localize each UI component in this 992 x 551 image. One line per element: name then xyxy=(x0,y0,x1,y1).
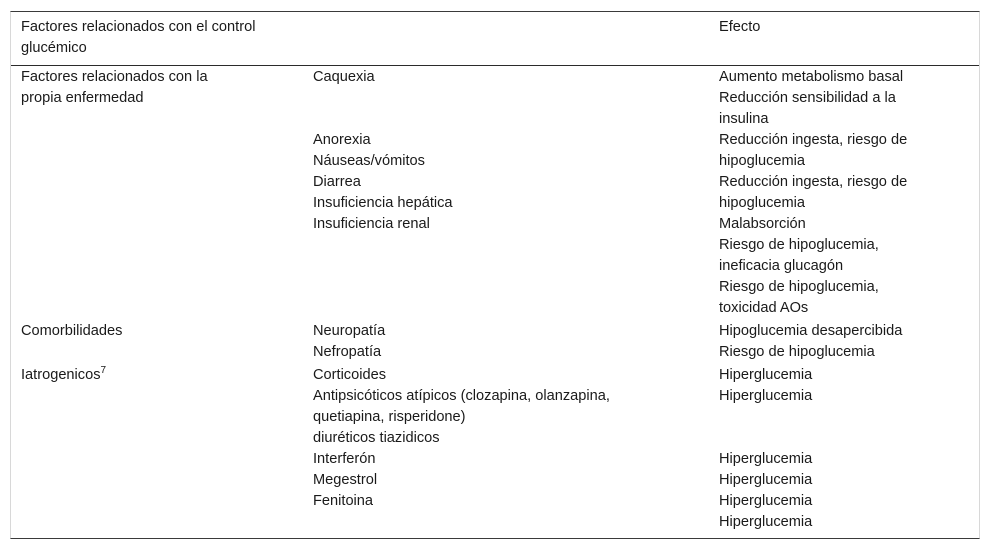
table-header xyxy=(11,12,979,66)
effect-line: Riesgo de hipoglucemia, xyxy=(719,279,879,295)
factor-item: quetiapina, risperidone) xyxy=(313,409,466,425)
factor-item: Caquexia xyxy=(313,69,375,85)
effect-line: Hiperglucemia xyxy=(719,367,813,383)
table xyxy=(10,11,980,539)
effect-line: hipoglucemia xyxy=(719,153,805,169)
header-factors-line1: Factores relacionados con el control xyxy=(21,19,256,35)
effect-line: Hiperglucemia xyxy=(719,388,813,404)
group-factors-disease xyxy=(313,67,703,235)
effect-line: Reducción ingesta, riesgo de xyxy=(719,132,908,148)
group-label-iatrogenic xyxy=(21,365,301,386)
factor-item: Fenitoina xyxy=(313,493,374,509)
factor-item: Nefropatía xyxy=(313,344,382,360)
effect-line: Hiperglucemia xyxy=(719,451,813,467)
header-effect xyxy=(719,17,969,38)
group-effects-iatrogenic xyxy=(719,365,969,533)
factor-item: Insuficiencia renal xyxy=(313,216,430,232)
group-label-comorbidities xyxy=(21,321,301,342)
header-effect-label: Efecto xyxy=(719,19,761,35)
header-factors-line2: glucémico xyxy=(21,40,87,56)
effect-line: toxicidad AOs xyxy=(719,300,809,316)
group-label-disease xyxy=(21,67,301,109)
factor-item: Corticoides xyxy=(313,367,386,383)
effect-line: hipoglucemia xyxy=(719,195,805,211)
group-factors-comorbidities xyxy=(313,321,703,363)
effect-line: Hipoglucemia desapercibida xyxy=(719,323,903,339)
effect-line: Reducción sensibilidad a la xyxy=(719,90,896,106)
group-effects-comorbidities xyxy=(719,321,969,363)
effect-line: insulina xyxy=(719,111,769,127)
group-label-text: Iatrogenicos xyxy=(21,367,101,383)
effect-line: Hiperglucemia xyxy=(719,472,813,488)
factor-item: Antipsicóticos atípicos (clozapina, olanzapina, xyxy=(313,388,610,404)
group-label-line: Comorbilidades xyxy=(21,323,123,339)
factor-item: Náuseas/vómitos xyxy=(313,153,425,169)
factor-item: Anorexia xyxy=(313,132,371,148)
factor-item: Megestrol xyxy=(313,472,378,488)
effect-line: ineficacia glucagón xyxy=(719,258,844,274)
effect-line: Hiperglucemia xyxy=(719,493,813,509)
factor-item: diuréticos tiazidicos xyxy=(313,430,440,446)
factor-item: Interferón xyxy=(313,451,376,467)
group-label-line: propia enfermedad xyxy=(21,90,144,106)
factor-item: Insuficiencia hepática xyxy=(313,195,453,211)
footnote-ref: 7 xyxy=(100,365,107,376)
group-label-line xyxy=(21,365,301,386)
effect-line: Riesgo de hipoglucemia xyxy=(719,344,875,360)
factor-item: Diarrea xyxy=(313,174,361,190)
effect-line: Aumento metabolismo basal xyxy=(719,69,904,85)
effect-line: Hiperglucemia xyxy=(719,514,813,530)
effect-line: Reducción ingesta, riesgo de xyxy=(719,174,908,190)
effect-line: Riesgo de hipoglucemia, xyxy=(719,237,879,253)
factor-item: Neuropatía xyxy=(313,323,386,339)
effect-line: Malabsorción xyxy=(719,216,806,232)
group-factors-iatrogenic xyxy=(313,365,703,512)
group-effects-disease xyxy=(719,67,969,319)
header-factors xyxy=(21,17,301,59)
group-label-line: Factores relacionados con la xyxy=(21,69,208,85)
